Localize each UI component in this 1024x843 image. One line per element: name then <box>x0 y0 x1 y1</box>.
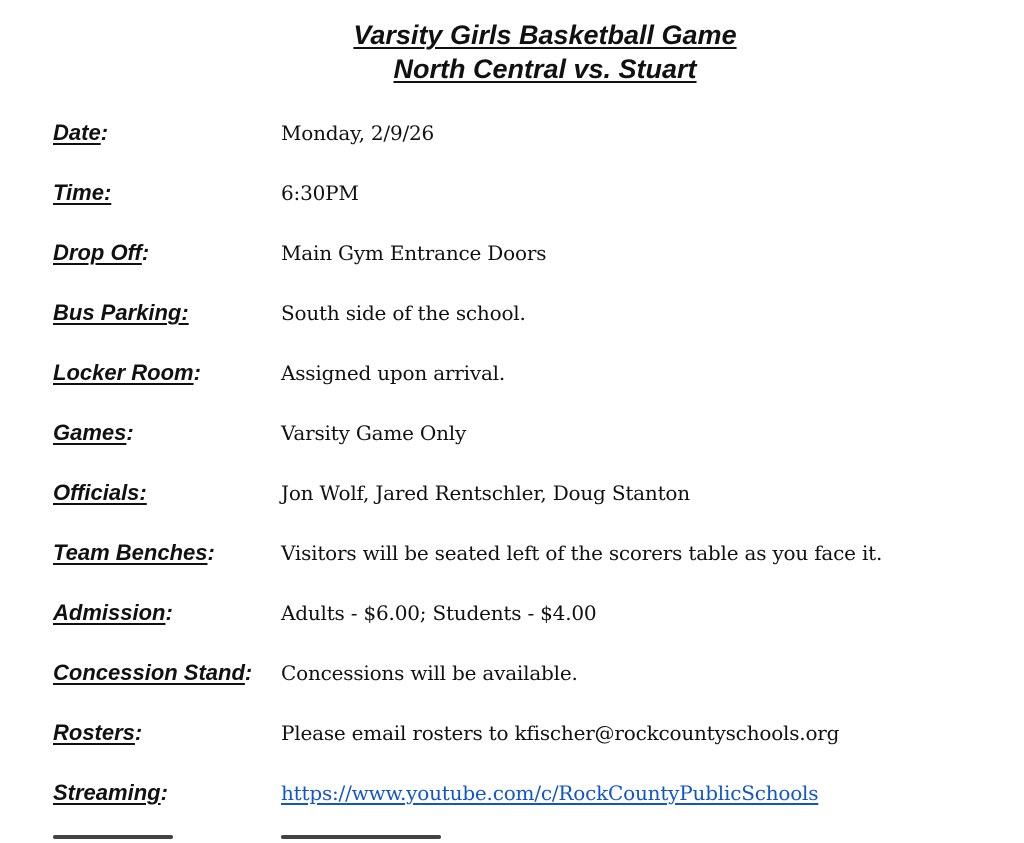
row-date <box>53 115 1013 175</box>
value-admission: Adults - $6.00; Students - $4.00 <box>281 601 597 625</box>
row-bus-parking <box>53 295 1013 355</box>
label-games: Games: <box>53 420 134 445</box>
label-streaming: Streaming: <box>53 780 168 805</box>
label-team-benches: Team Benches: <box>53 540 215 565</box>
row-rosters <box>53 715 1013 775</box>
label-bus-parking: Bus Parking: <box>53 300 189 325</box>
info-table <box>53 115 1013 835</box>
row-drop-off <box>53 235 1013 295</box>
row-officials <box>53 475 1013 535</box>
streaming-link[interactable]: https://www.youtube.com/c/RockCountyPublicSchools <box>281 781 819 805</box>
label-concession-stand: Concession Stand: <box>53 660 253 685</box>
next-row-cutoff <box>0 835 1024 843</box>
document-title <box>0 18 1024 86</box>
row-streaming <box>53 775 1013 835</box>
title-line-2: North Central vs. Stuart <box>393 54 697 84</box>
title-line-1: Varsity Girls Basketball Game <box>353 20 737 50</box>
label-officials: Officials: <box>53 480 147 505</box>
value-rosters: Please email rosters to kfischer@rockcountyschools.org <box>281 721 840 745</box>
value-date: Monday, 2/9/26 <box>281 121 435 145</box>
label-drop-off: Drop Off: <box>53 240 150 265</box>
value-games: Varsity Game Only <box>281 421 467 445</box>
row-time <box>53 175 1013 235</box>
value-officials: Jon Wolf, Jared Rentschler, Doug Stanton <box>281 481 690 505</box>
row-admission <box>53 595 1013 655</box>
row-team-benches <box>53 535 1013 595</box>
value-drop-off: Main Gym Entrance Doors <box>281 241 547 265</box>
row-games <box>53 415 1013 475</box>
value-team-benches: Visitors will be seated left of the scorers table as you face it. <box>281 541 883 565</box>
label-locker-room: Locker Room: <box>53 360 201 385</box>
value-locker-room: Assigned upon arrival. <box>281 361 506 385</box>
value-bus-parking: South side of the school. <box>281 301 526 325</box>
label-rosters: Rosters: <box>53 720 143 745</box>
row-locker-room <box>53 355 1013 415</box>
label-admission: Admission: <box>53 600 173 625</box>
label-time: Time: <box>53 180 112 205</box>
value-concession-stand: Concessions will be available. <box>281 661 578 685</box>
label-date: Date: <box>53 120 109 145</box>
value-time: 6:30PM <box>281 181 359 205</box>
row-concession-stand <box>53 655 1013 715</box>
